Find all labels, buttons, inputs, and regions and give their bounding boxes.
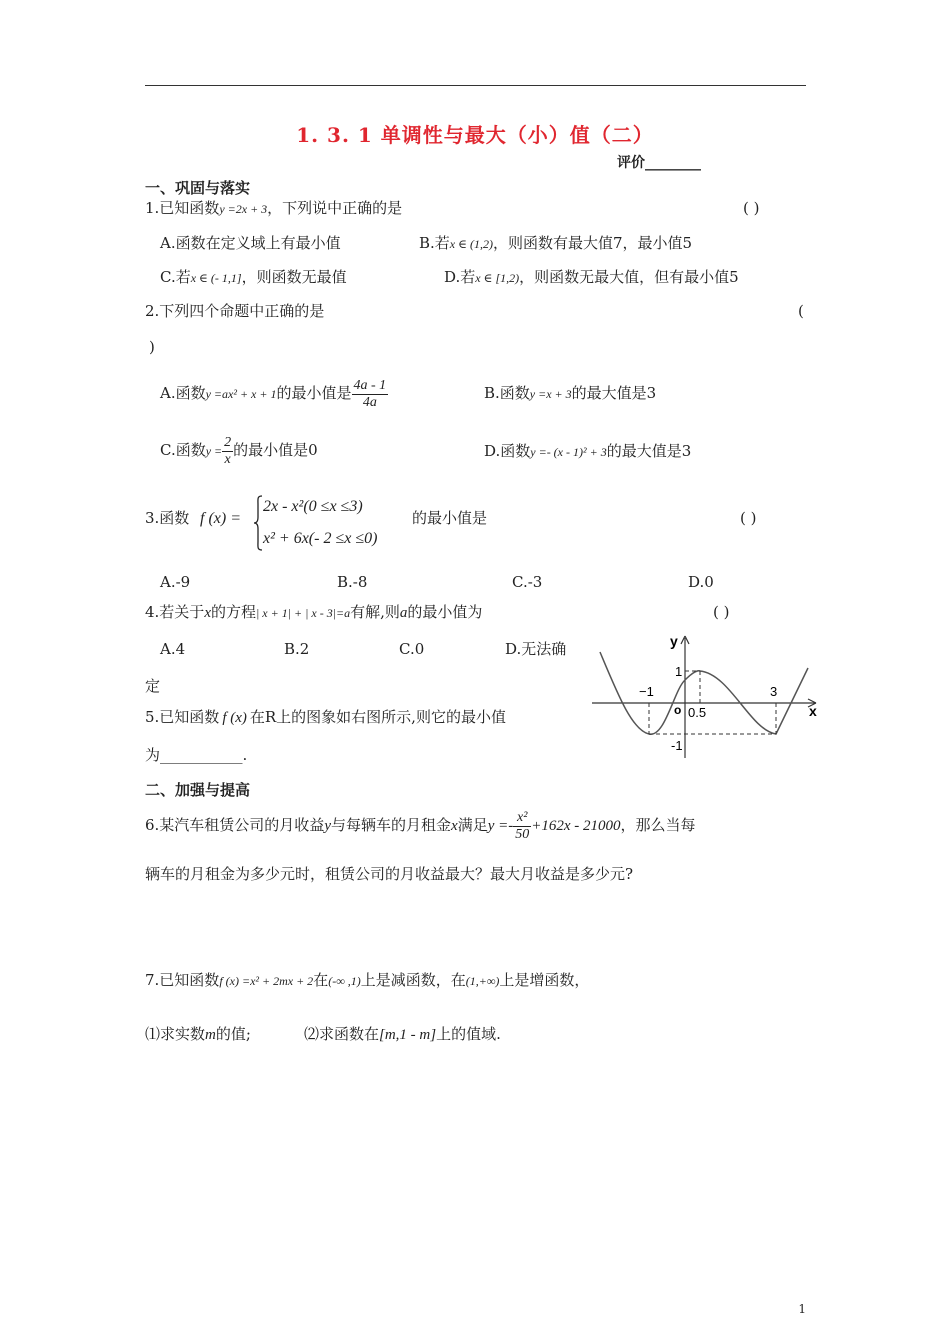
tick-y-neg1: -1 xyxy=(671,738,683,753)
q7-stem: 7.已知函数f (x) =x² + 2mx + 2在(-∞ ,1)上是减函数，在(1,+∞)上是增函数， xyxy=(145,971,590,989)
q7-sub1: ⑴求实数m的值; xyxy=(145,1025,251,1043)
tick-3: 3 xyxy=(770,684,778,699)
x-axis-label: x xyxy=(809,703,817,719)
q4-option-a: A.4 xyxy=(160,640,186,658)
page-title: 1. 3. 1 单调性与最大（小）值（二） xyxy=(296,123,654,147)
q4-option-d-cont: 定 xyxy=(145,677,161,695)
tick-y1: 1 xyxy=(675,664,683,679)
q4-option-b: B.2 xyxy=(284,640,310,658)
q2-option-a: A.函数y =ax² + x + 1的最小值是 $\frac{4a - 1}{4a}$ xyxy=(160,377,387,410)
q4-answer-bracket: ( ) xyxy=(713,603,730,621)
q2-option-d: D.函数y =- (x - 1)² + 3的最大值是3 xyxy=(484,442,692,460)
q4-option-d: D.无法确 xyxy=(505,640,567,658)
evaluation-label: 评价________ xyxy=(617,155,701,171)
y-axis-label: y xyxy=(670,633,678,649)
q1-option-c: C.若x ∈ (- 1,1]，则函数无最值 xyxy=(160,268,347,286)
q1-answer-bracket: ( ) xyxy=(743,199,760,217)
q1-stem: 1.已知函数y =2x + 3，下列说中正确的是 xyxy=(145,199,403,217)
q3-option-c: C.-3 xyxy=(512,573,543,591)
tick-neg1: −1 xyxy=(639,684,654,699)
q2-bracket-close: ) xyxy=(149,338,155,356)
q6-fraction: $\frac{\text{x²}}{50}$ xyxy=(515,809,530,842)
function-graph xyxy=(590,630,825,762)
section-heading-1: 一、巩固与落实 xyxy=(145,179,251,197)
origin-label: o xyxy=(674,703,682,717)
q5-stem: 5.已知函数 f (x) 在R上的图象如右图所示,则它的最小值 xyxy=(145,708,506,726)
q6-stem: 6.某汽车租赁公司的月收益y与每辆车的月租金x满足y =- $\frac{\text{x²}}{50}$ +162x - 21000，那么当每 xyxy=(145,809,696,842)
q3-fx: f (x) = xyxy=(200,510,241,527)
q3-option-d: D.0 xyxy=(688,573,714,591)
q6-line2: 辆车的月租金为多少元时，租赁公司的月收益最大？最大月收益是多少元? xyxy=(145,865,634,883)
q3-answer-bracket: ( ) xyxy=(740,509,757,527)
q1-option-d: D.若x ∈ [1,2)，则函数无最大值，但有最小值5 xyxy=(444,268,739,286)
q2-stem: 2.下列四个命题中正确的是 xyxy=(145,302,325,320)
q2-option-c: C.函数y = $\frac{2}{x}$ 的最小值是0 xyxy=(160,434,318,467)
q1-formula: y =2x + 3 xyxy=(219,202,268,216)
page-number: 1 xyxy=(798,1302,806,1316)
q4-option-c: C.0 xyxy=(399,640,425,658)
q2-a-fraction: $\frac{4a - 1}{4a}$ xyxy=(353,377,387,410)
q1-option-b: B.若x ∈ (1,2)，则函数有最大值7，最小值5 xyxy=(419,234,693,252)
top-rule xyxy=(145,85,806,86)
q2-c-fraction: $\frac{2}{x}$ xyxy=(224,434,232,467)
q5-blank: 为___________. xyxy=(145,746,248,764)
q3-option-b: B.-8 xyxy=(337,573,368,591)
section-heading-2: 二、加强与提高 xyxy=(145,781,251,799)
q2-bracket-open: ( xyxy=(798,302,804,320)
q7-sub2: ⑵求函数在[m,1 - m]上的值域. xyxy=(304,1025,501,1043)
tick-0-5: 0.5 xyxy=(688,705,707,720)
q2-option-b: B.函数y =x + 3的最大值是3 xyxy=(484,384,657,402)
q3-suffix: 的最小值是 xyxy=(412,509,488,527)
q1-option-a: A.函数在定义域上有最小值 xyxy=(160,234,341,252)
piecewise-brace xyxy=(253,495,263,551)
q3-prefix: 3.函数 xyxy=(145,509,190,527)
q3-case-2: x² + 6x(- 2 ≤x ≤0) xyxy=(263,530,378,547)
q3-option-a: A.-9 xyxy=(160,573,191,591)
q4-stem: 4.若关于x的方程| x + 1| + | x - 3|=a有解,则a的最小值为 xyxy=(145,603,483,621)
q3-case-1: 2x - x²(0 ≤x ≤3) xyxy=(263,498,363,515)
